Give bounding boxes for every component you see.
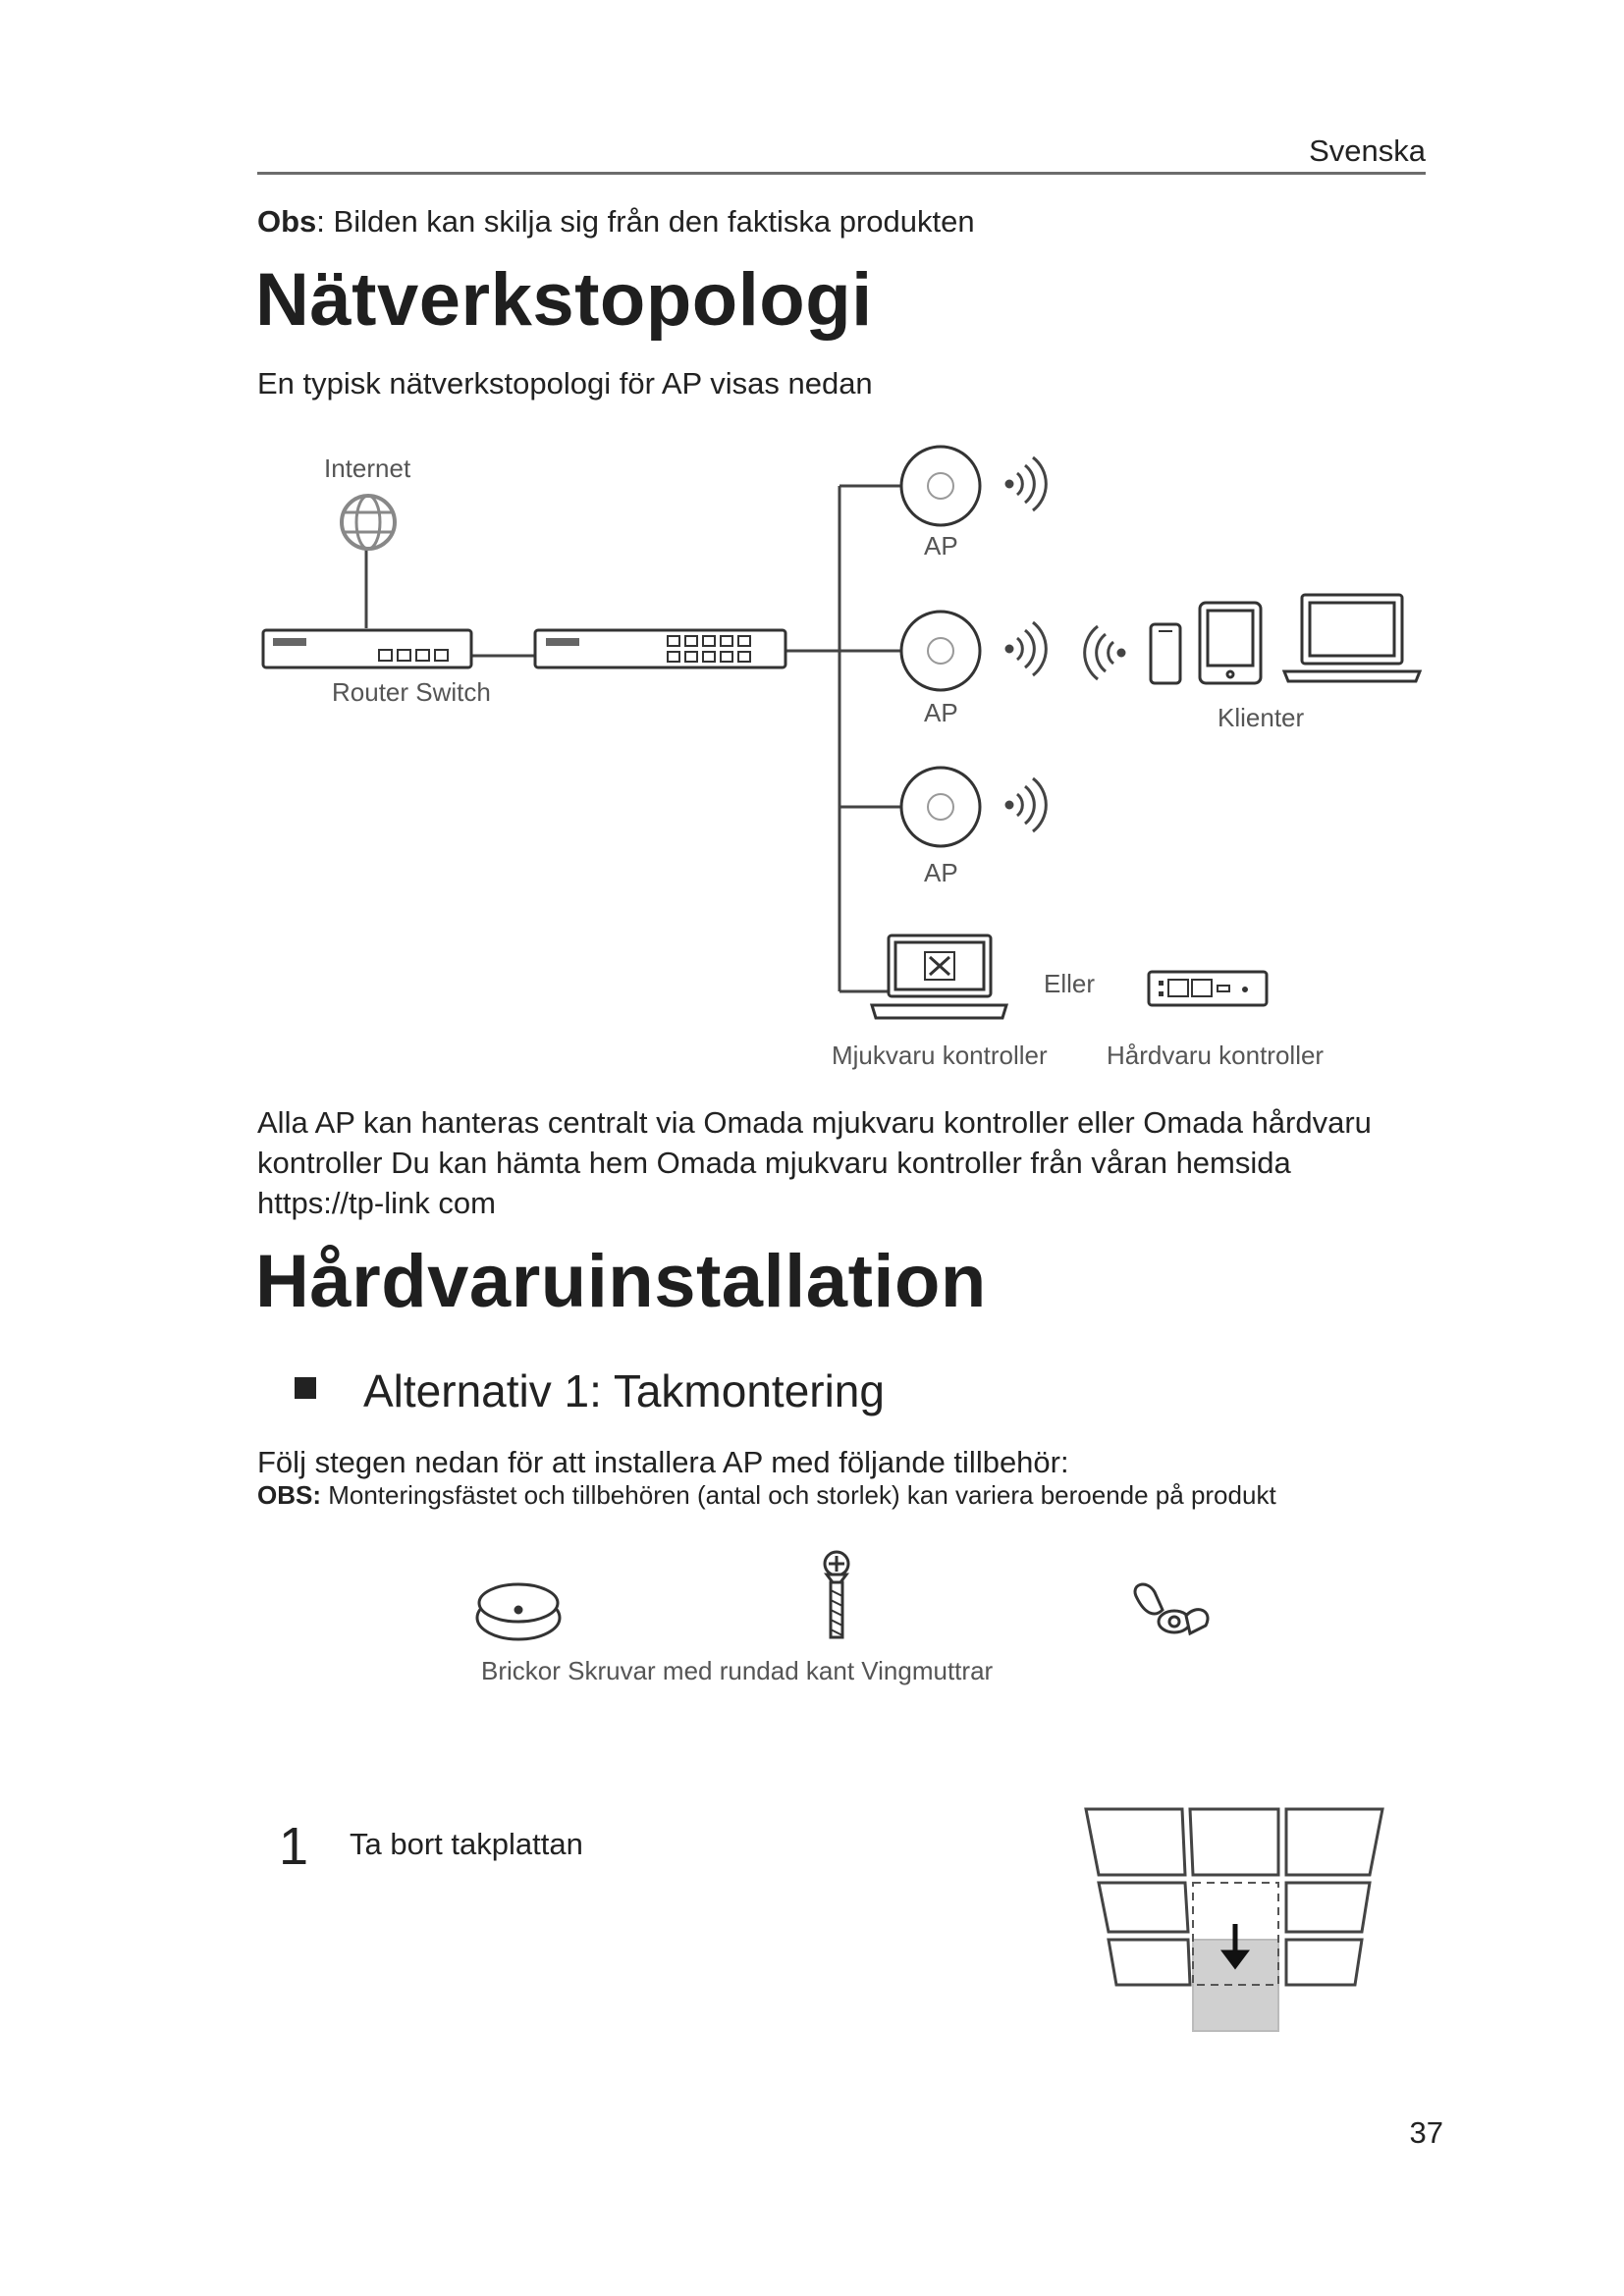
section-title-topology: Nätverkstopologi xyxy=(255,258,873,342)
globe-icon xyxy=(342,496,395,549)
section-title-hardware: Hårdvaruinstallation xyxy=(255,1240,987,1323)
access-point-icon xyxy=(901,447,980,525)
installation-instructions: Följ stegen nedan för att installera AP med följande tillbehör: xyxy=(257,1445,1069,1479)
wing-nut-icon xyxy=(1135,1584,1208,1633)
wifi-signal-icon xyxy=(1006,622,1046,675)
header-rule xyxy=(257,172,1426,175)
laptop-icon xyxy=(1284,595,1420,681)
router-icon xyxy=(263,630,471,667)
client-wifi-icon xyxy=(1085,626,1124,679)
image-note xyxy=(257,204,975,240)
note-label: Obs xyxy=(257,204,317,239)
controller-paragraph-line-1: Alla AP kan hanteras centralt via Omada mjukvaru kontroller eller Omada hårdvaru xyxy=(257,1105,1372,1140)
tablet-icon xyxy=(1200,603,1261,683)
accessories-note-text: Monteringsfästet och tillbehören (antal och storlek) kan variera beroende på produkt xyxy=(321,1480,1276,1510)
connection-lines xyxy=(366,486,901,991)
accessories-note-label: OBS: xyxy=(257,1480,321,1510)
label-router-switch: Router Switch xyxy=(332,677,491,707)
screw-icon xyxy=(825,1552,848,1637)
label-ap-3: AP xyxy=(924,858,958,887)
page-number: 37 xyxy=(1409,2115,1443,2150)
accessories-caption: Brickor Skruvar med rundad kant Vingmuttrar xyxy=(481,1656,994,1685)
switch-icon xyxy=(535,630,785,667)
access-point-icon xyxy=(901,768,980,846)
hardware-controller-icon xyxy=(1149,972,1267,1005)
note-text: : Bilden kan skilja sig från den faktiska produkten xyxy=(316,204,975,239)
header-language: Svenska xyxy=(1309,133,1426,168)
topology-intro: En typisk nätverkstopologi för AP visas nedan xyxy=(257,366,873,400)
label-or: Eller xyxy=(1044,969,1096,998)
bullet-square-icon xyxy=(295,1377,316,1399)
label-ap-1: AP xyxy=(924,531,958,561)
wifi-signal-icon xyxy=(1006,457,1046,510)
phone-icon xyxy=(1151,624,1180,683)
step-number: 1 xyxy=(279,1817,309,1876)
accessories-note xyxy=(257,1480,1276,1511)
controller-paragraph-line-3: https://tp-link com xyxy=(257,1186,496,1220)
label-ap-2: AP xyxy=(924,698,958,727)
access-point-icon xyxy=(901,612,980,690)
label-software-controller: Mjukvaru kontroller xyxy=(832,1041,1048,1070)
software-controller-icon xyxy=(872,935,1006,1018)
label-clients: Klienter xyxy=(1218,703,1305,732)
label-internet: Internet xyxy=(324,454,411,483)
controller-paragraph-line-2: kontroller Du kan hämta hem Omada mjukvaru kontroller från våran hemsida xyxy=(257,1146,1291,1180)
label-hardware-controller: Hårdvaru kontroller xyxy=(1107,1041,1325,1070)
step-text: Ta bort takplattan xyxy=(350,1827,583,1861)
washer-icon xyxy=(477,1584,560,1639)
option-title: Alternativ 1: Takmontering xyxy=(363,1365,885,1416)
ceiling-tiles-illustration xyxy=(1086,1809,1382,2031)
wifi-signal-icon xyxy=(1006,778,1046,831)
